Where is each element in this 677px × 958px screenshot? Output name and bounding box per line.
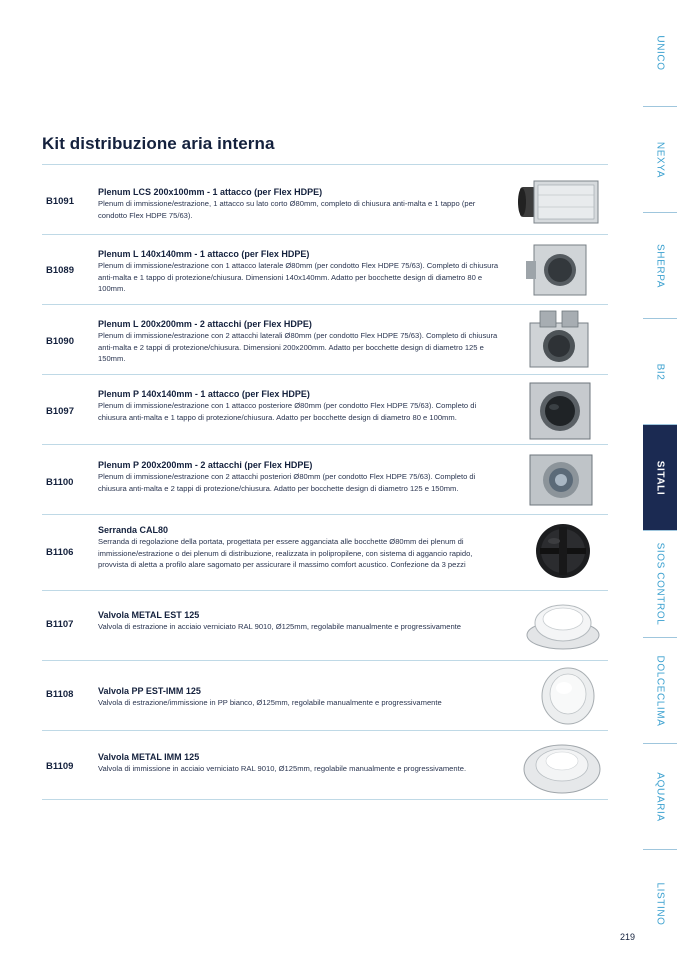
page-title: Kit distribuzione aria interna (42, 134, 275, 153)
product-row (42, 374, 608, 444)
tab-unico[interactable]: UNICO (643, 0, 677, 107)
product-table (42, 164, 608, 800)
product-code: B1090 (46, 336, 74, 347)
valvola-pp-image (538, 664, 598, 731)
plenum-lcs-image (516, 175, 602, 234)
tab-sitali[interactable]: SITALI (643, 425, 677, 531)
plenum-l-140-image (526, 239, 592, 306)
product-code: B1108 (46, 689, 74, 700)
product-description: Plenum di immissione/estrazione con 1 attacco posteriore Ø80mm (per condotto Flex HDPE 75/63). Completo di chiusura anti-malta e 1 tappo di protezione/chiusura. Adatto per bocchette design di diametro 80 e 100mm. (98, 401, 477, 422)
product-row (42, 590, 608, 660)
product-name: Plenum LCS 200x100mm - 1 attacco (per Flex HDPE) (98, 187, 323, 197)
product-row (42, 514, 608, 590)
product-code: B1097 (46, 406, 74, 417)
plenum-l-200-image (524, 309, 594, 376)
plenum-p-200-image (526, 451, 596, 514)
product-name: Plenum L 140x140mm - 1 attacco (per Flex HDPE) (98, 249, 310, 259)
product-row (42, 304, 608, 374)
valvola-metal-est-image (524, 597, 602, 658)
product-description: Valvola di estrazione/immissione in PP bianco, Ø125mm, regolabile manualmente e progressivamente (98, 698, 442, 707)
product-row (42, 444, 608, 514)
tab-aquaria[interactable]: AQUARIA (643, 744, 677, 850)
product-code: B1107 (46, 619, 74, 630)
product-code: B1089 (46, 265, 74, 276)
tab-listino[interactable]: LISTINO (654, 882, 666, 926)
product-description: Valvola di immissione in acciaio verniciato RAL 9010, Ø125mm, regolabile manualmente e progressivamente. (98, 764, 467, 773)
product-row (42, 234, 608, 304)
valvola-metal-imm-image (522, 735, 602, 800)
product-description: Plenum di immissione/estrazione con 2 attacchi posteriori Ø80mm (per condotto Flex HDPE 75/63). Completo di chiusura anti-malta e 2 tappi di protezione/chiusura. Adatto per bocchette design di diametro 125 e 150mm. (98, 472, 476, 493)
product-code: B1106 (46, 547, 74, 558)
product-row (42, 730, 608, 800)
product-name: Plenum L 200x200mm - 2 attacchi (per Flex HDPE) (98, 319, 312, 329)
product-row (42, 660, 608, 730)
product-description: Plenum di immissione/estrazione, 1 attacco su lato corto Ø80mm, completo di chiusura anti-malta e 1 tappo (per condotto Flex HDPE 75/63). (98, 199, 476, 220)
tab-bi2[interactable]: BI2 (643, 319, 677, 425)
product-row (42, 164, 608, 234)
sidebar-tabs (643, 0, 677, 958)
serranda-image (532, 521, 594, 586)
tab-nexya[interactable]: NEXYA (643, 107, 677, 213)
product-name: Serranda CAL80 (98, 525, 169, 535)
product-code: B1091 (46, 196, 74, 207)
tab-dolceclima[interactable]: DOLCECLIMA (643, 638, 677, 744)
product-description: Plenum di immissione/estrazione con 1 attacco laterale Ø80mm (per condotto Flex HDPE 75/63). Completo di chiusura anti-malta e 1 tappo di protezione/chiusura. Dimensioni 140x140mm. Adatto per bocchette design di diametro 80 e 100mm. (98, 261, 499, 294)
product-code: B1109 (46, 761, 74, 772)
page-number: 219 (620, 932, 636, 942)
product-name: Valvola METAL EST 125 (98, 610, 200, 620)
product-description: Serranda di regolazione della portata, progettata per essere agganciata alle bocchette Ø80mm dei plenum di immissione/estrazione o dei plenum di distribuzione, realizzata in polipropilene, con sistema di aggancio rapido, provvista di aletta a profilo alare sagomato per assicurare il massimo comfort acustico. Confezione da 3 pezzi (98, 537, 473, 570)
plenum-p-140-image (524, 379, 596, 446)
product-description: Valvola di estrazione in acciaio verniciato RAL 9010, Ø125mm, regolabile manualmente e progressivamente (98, 622, 462, 631)
tab-sherpa[interactable]: SHERPA (643, 213, 677, 319)
product-name: Valvola METAL IMM 125 (98, 752, 200, 762)
tab-sios-control[interactable]: SIOS CONTROL (643, 531, 677, 638)
product-name: Plenum P 140x140mm - 1 attacco (per Flex HDPE) (98, 389, 310, 399)
product-code: B1100 (46, 477, 74, 488)
product-name: Valvola PP EST-IMM 125 (98, 686, 201, 696)
product-name: Plenum P 200x200mm - 2 attacchi (per Flex HDPE) (98, 460, 313, 470)
product-description: Plenum di immissione/estrazione con 2 attacchi laterali Ø80mm (per condotto Flex HDPE 75/63). Completo di chiusura anti-malta e 2 tappi di protezione/chiusura. Dimensioni 200x200mm. Adatto per bocchette design di diametro 125 e 150mm. (98, 331, 498, 364)
